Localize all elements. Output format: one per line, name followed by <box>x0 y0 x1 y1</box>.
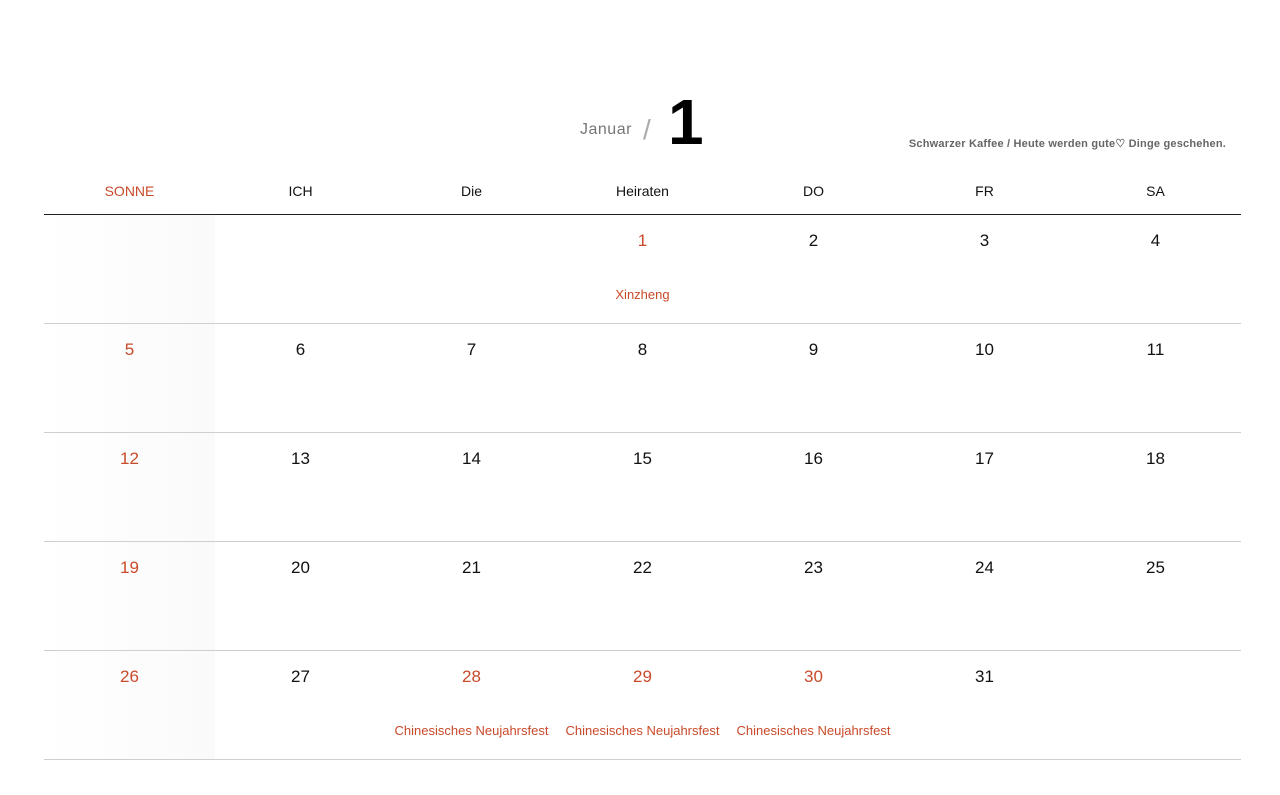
day-number: 16 <box>804 449 823 468</box>
day-cell[interactable] <box>215 542 386 650</box>
day-cell[interactable] <box>386 433 557 541</box>
day-number: 5 <box>124 340 135 359</box>
week-row <box>44 542 1241 651</box>
day-number: 13 <box>291 449 310 468</box>
month-name: Januar <box>580 121 632 138</box>
day-cell <box>215 215 386 323</box>
day-cell <box>386 215 557 323</box>
day-number: 23 <box>804 558 823 577</box>
day-number: 8 <box>637 340 648 359</box>
day-event-label: Chinesisches Neujahrsfest <box>565 723 720 738</box>
day-cell[interactable] <box>1070 215 1241 323</box>
day-cell[interactable] <box>44 324 215 432</box>
day-cell[interactable] <box>557 324 728 432</box>
day-cell <box>1070 651 1241 759</box>
day-number: 12 <box>120 449 139 468</box>
day-cell[interactable] <box>215 651 386 759</box>
day-cell <box>44 215 215 323</box>
week-row <box>44 651 1241 760</box>
weekday-label: SONNE <box>104 183 155 199</box>
day-number: 7 <box>466 340 477 359</box>
day-number: 15 <box>633 449 652 468</box>
day-cell[interactable] <box>728 433 899 541</box>
weekday-label: SA <box>1146 183 1165 199</box>
day-number: 3 <box>979 231 990 250</box>
day-cell[interactable] <box>899 651 1070 759</box>
day-cell[interactable] <box>728 215 899 323</box>
day-cell[interactable] <box>728 324 899 432</box>
day-cell[interactable] <box>728 542 899 650</box>
weekday-header-row <box>44 183 1241 215</box>
day-number: 14 <box>462 449 481 468</box>
day-number: 30 <box>804 667 823 686</box>
day-number: 17 <box>975 449 994 468</box>
day-number: 29 <box>633 667 652 686</box>
calendar-grid <box>44 215 1241 760</box>
day-number: 24 <box>975 558 994 577</box>
day-number: 6 <box>295 340 306 359</box>
day-cell[interactable] <box>899 215 1070 323</box>
day-number: 27 <box>291 667 310 686</box>
day-number: 11 <box>1146 340 1165 359</box>
day-event-label: Xinzheng <box>615 287 670 302</box>
day-cell[interactable] <box>557 542 728 650</box>
day-cell[interactable] <box>899 542 1070 650</box>
day-cell[interactable] <box>215 324 386 432</box>
day-number: 22 <box>633 558 652 577</box>
day-number: 9 <box>808 340 819 359</box>
calendar-header <box>0 0 1280 170</box>
day-cell[interactable] <box>386 324 557 432</box>
day-cell[interactable] <box>44 542 215 650</box>
day-cell[interactable] <box>1070 324 1241 432</box>
day-event-label: Chinesisches Neujahrsfest <box>394 723 549 738</box>
day-cell[interactable] <box>557 433 728 541</box>
tagline: Schwarzer Kaffee / Heute werden gute♡ Dinge geschehen. <box>908 138 1226 150</box>
day-cell[interactable] <box>44 433 215 541</box>
day-number: 26 <box>120 667 139 686</box>
day-cell[interactable] <box>899 433 1070 541</box>
day-cell[interactable] <box>1070 542 1241 650</box>
week-row <box>44 215 1241 324</box>
weekday-label: DO <box>803 183 824 199</box>
week-row <box>44 324 1241 433</box>
weekday-label: ICH <box>288 183 313 199</box>
day-number: 28 <box>462 667 481 686</box>
day-number: 2 <box>808 231 819 250</box>
day-number: 20 <box>291 558 310 577</box>
weekday-label: Heiraten <box>616 183 669 199</box>
day-number: 10 <box>975 340 994 359</box>
day-number: 4 <box>1150 231 1161 250</box>
day-number: 31 <box>975 667 994 686</box>
day-number: 1 <box>637 231 648 250</box>
weekday-label: FR <box>975 183 994 199</box>
day-cell[interactable] <box>899 324 1070 432</box>
day-cell[interactable] <box>386 542 557 650</box>
month-separator: / <box>643 114 651 145</box>
day-number: 18 <box>1146 449 1165 468</box>
day-cell[interactable] <box>44 651 215 759</box>
day-cell[interactable] <box>215 433 386 541</box>
week-row <box>44 433 1241 542</box>
day-number: 21 <box>462 558 481 577</box>
day-number: 19 <box>120 558 139 577</box>
day-cell[interactable] <box>557 215 728 323</box>
month-number: 1 <box>668 86 704 158</box>
weekday-label: Die <box>460 183 482 199</box>
day-cell[interactable] <box>557 651 728 759</box>
day-cell[interactable] <box>386 651 557 759</box>
day-cell[interactable] <box>728 651 899 759</box>
day-cell[interactable] <box>1070 433 1241 541</box>
day-event-label: Chinesisches Neujahrsfest <box>736 723 891 738</box>
day-number: 25 <box>1146 558 1165 577</box>
